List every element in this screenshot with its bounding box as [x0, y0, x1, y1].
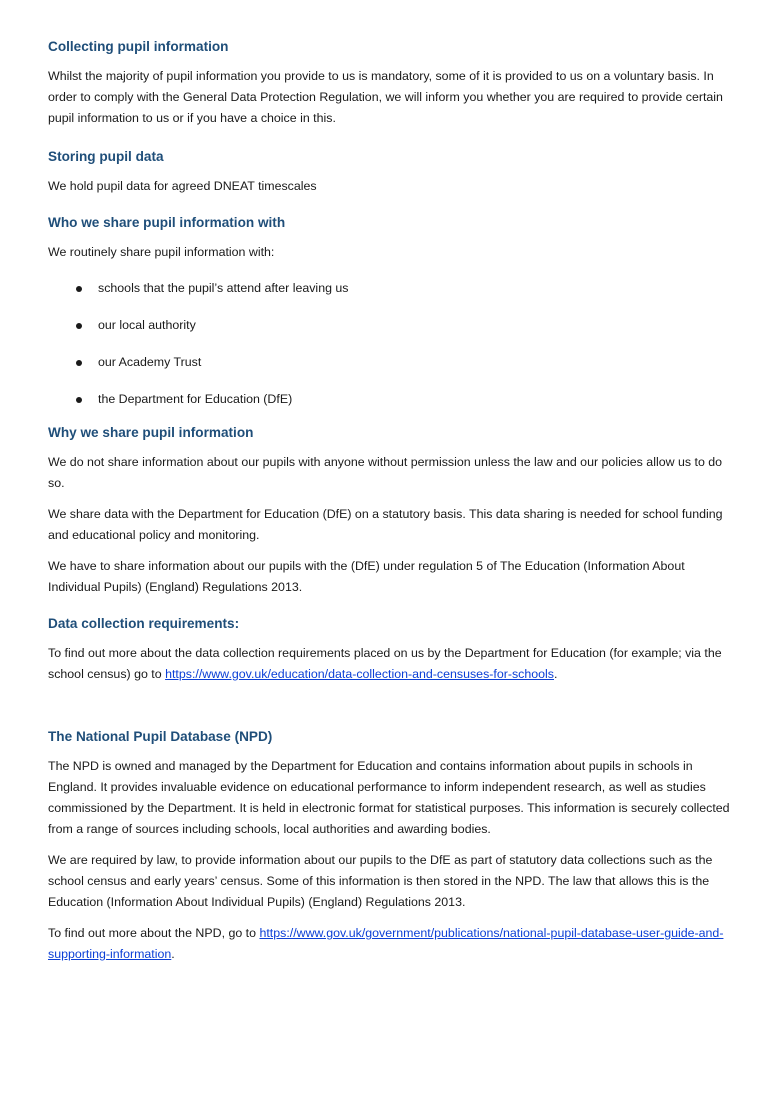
paragraph-npd-link: To find out more about the NPD, go to https://www.gov.uk/government/publications/national-pupil-database-user-guide-and-supporting-information.: [48, 926, 724, 961]
heading-who-we-share-with: Who we share pupil information with: [48, 215, 286, 230]
paragraph-data-collection: To find out more about the data collection requirements placed on us by the Department for Education (for example; via the school census) go to https://www.gov.uk/education/data-collection-and-censuses-for-schools.: [48, 646, 722, 681]
data-collection-link[interactable]: https://www.gov.uk/education/data-collection-and-censuses-for-schools: [165, 667, 554, 681]
bullet-icon: [76, 397, 82, 403]
paragraph-collecting: Whilst the majority of pupil information you provide to us is mandatory, some of it is provided to us on a voluntary basis. In order to comply with the General Data Protection Regulation, we will inform you whether you are required to provide certain pupil information to us or if you have a choice in this.: [48, 69, 723, 125]
bullet-icon: [76, 323, 82, 329]
bullet-icon: [76, 286, 82, 292]
paragraph-storing: We hold pupil data for agreed DNEAT timescales: [48, 179, 317, 193]
heading-why-we-share: Why we share pupil information: [48, 425, 254, 440]
paragraph-why-share-1: We do not share information about our pupils with anyone without permission unless the law and our policies allow us to do so.: [48, 455, 723, 490]
heading-national-pupil-database: The National Pupil Database (NPD): [48, 729, 273, 744]
share-recipients-list: [48, 278, 732, 410]
paragraph-npd-1: The NPD is owned and managed by the Department for Education and contains information about pupils in schools in England. It provides invaluable evidence on educational performance to inform independent research, as well as studies commissioned by the Department. It is held in electronic format for statistical purposes. This information is securely collected from a range of sources including schools, local authorities and awarding bodies.: [48, 759, 730, 836]
heading-storing-pupil-data: Storing pupil data: [48, 149, 164, 164]
list-item: our local authority: [48, 315, 732, 336]
paragraph-why-share-2: We share data with the Department for Education (DfE) on a statutory basis. This data sharing is needed for school funding and educational policy and monitoring.: [48, 507, 723, 542]
bullet-icon: [76, 360, 82, 366]
heading-collecting-pupil-information: Collecting pupil information: [48, 39, 229, 54]
paragraph-who-share-intro: We routinely share pupil information with:: [48, 245, 275, 259]
paragraph-npd-2: We are required by law, to provide information about our pupils to the DfE as part of statutory data collections such as the school census and early years’ census. Some of this information is then stored in the NPD. The law that allows this is the Education (Information About Individual Pupils) (England) Regulations 2013.: [48, 853, 713, 909]
paragraph-why-share-3: We have to share information about our pupils with the (DfE) under regulation 5 of The Education (Information About Individual Pupils) (England) Regulations 2013.: [48, 559, 685, 594]
heading-data-collection-requirements: Data collection requirements:: [48, 616, 240, 631]
list-item: the Department for Education (DfE): [48, 389, 732, 410]
list-item: schools that the pupil’s attend after leaving us: [48, 278, 732, 299]
npd-guide-link[interactable]: https://www.gov.uk/government/publications/national-pupil-database-user-guide-and-supporting-information: [48, 926, 724, 961]
list-item: our Academy Trust: [48, 352, 732, 373]
